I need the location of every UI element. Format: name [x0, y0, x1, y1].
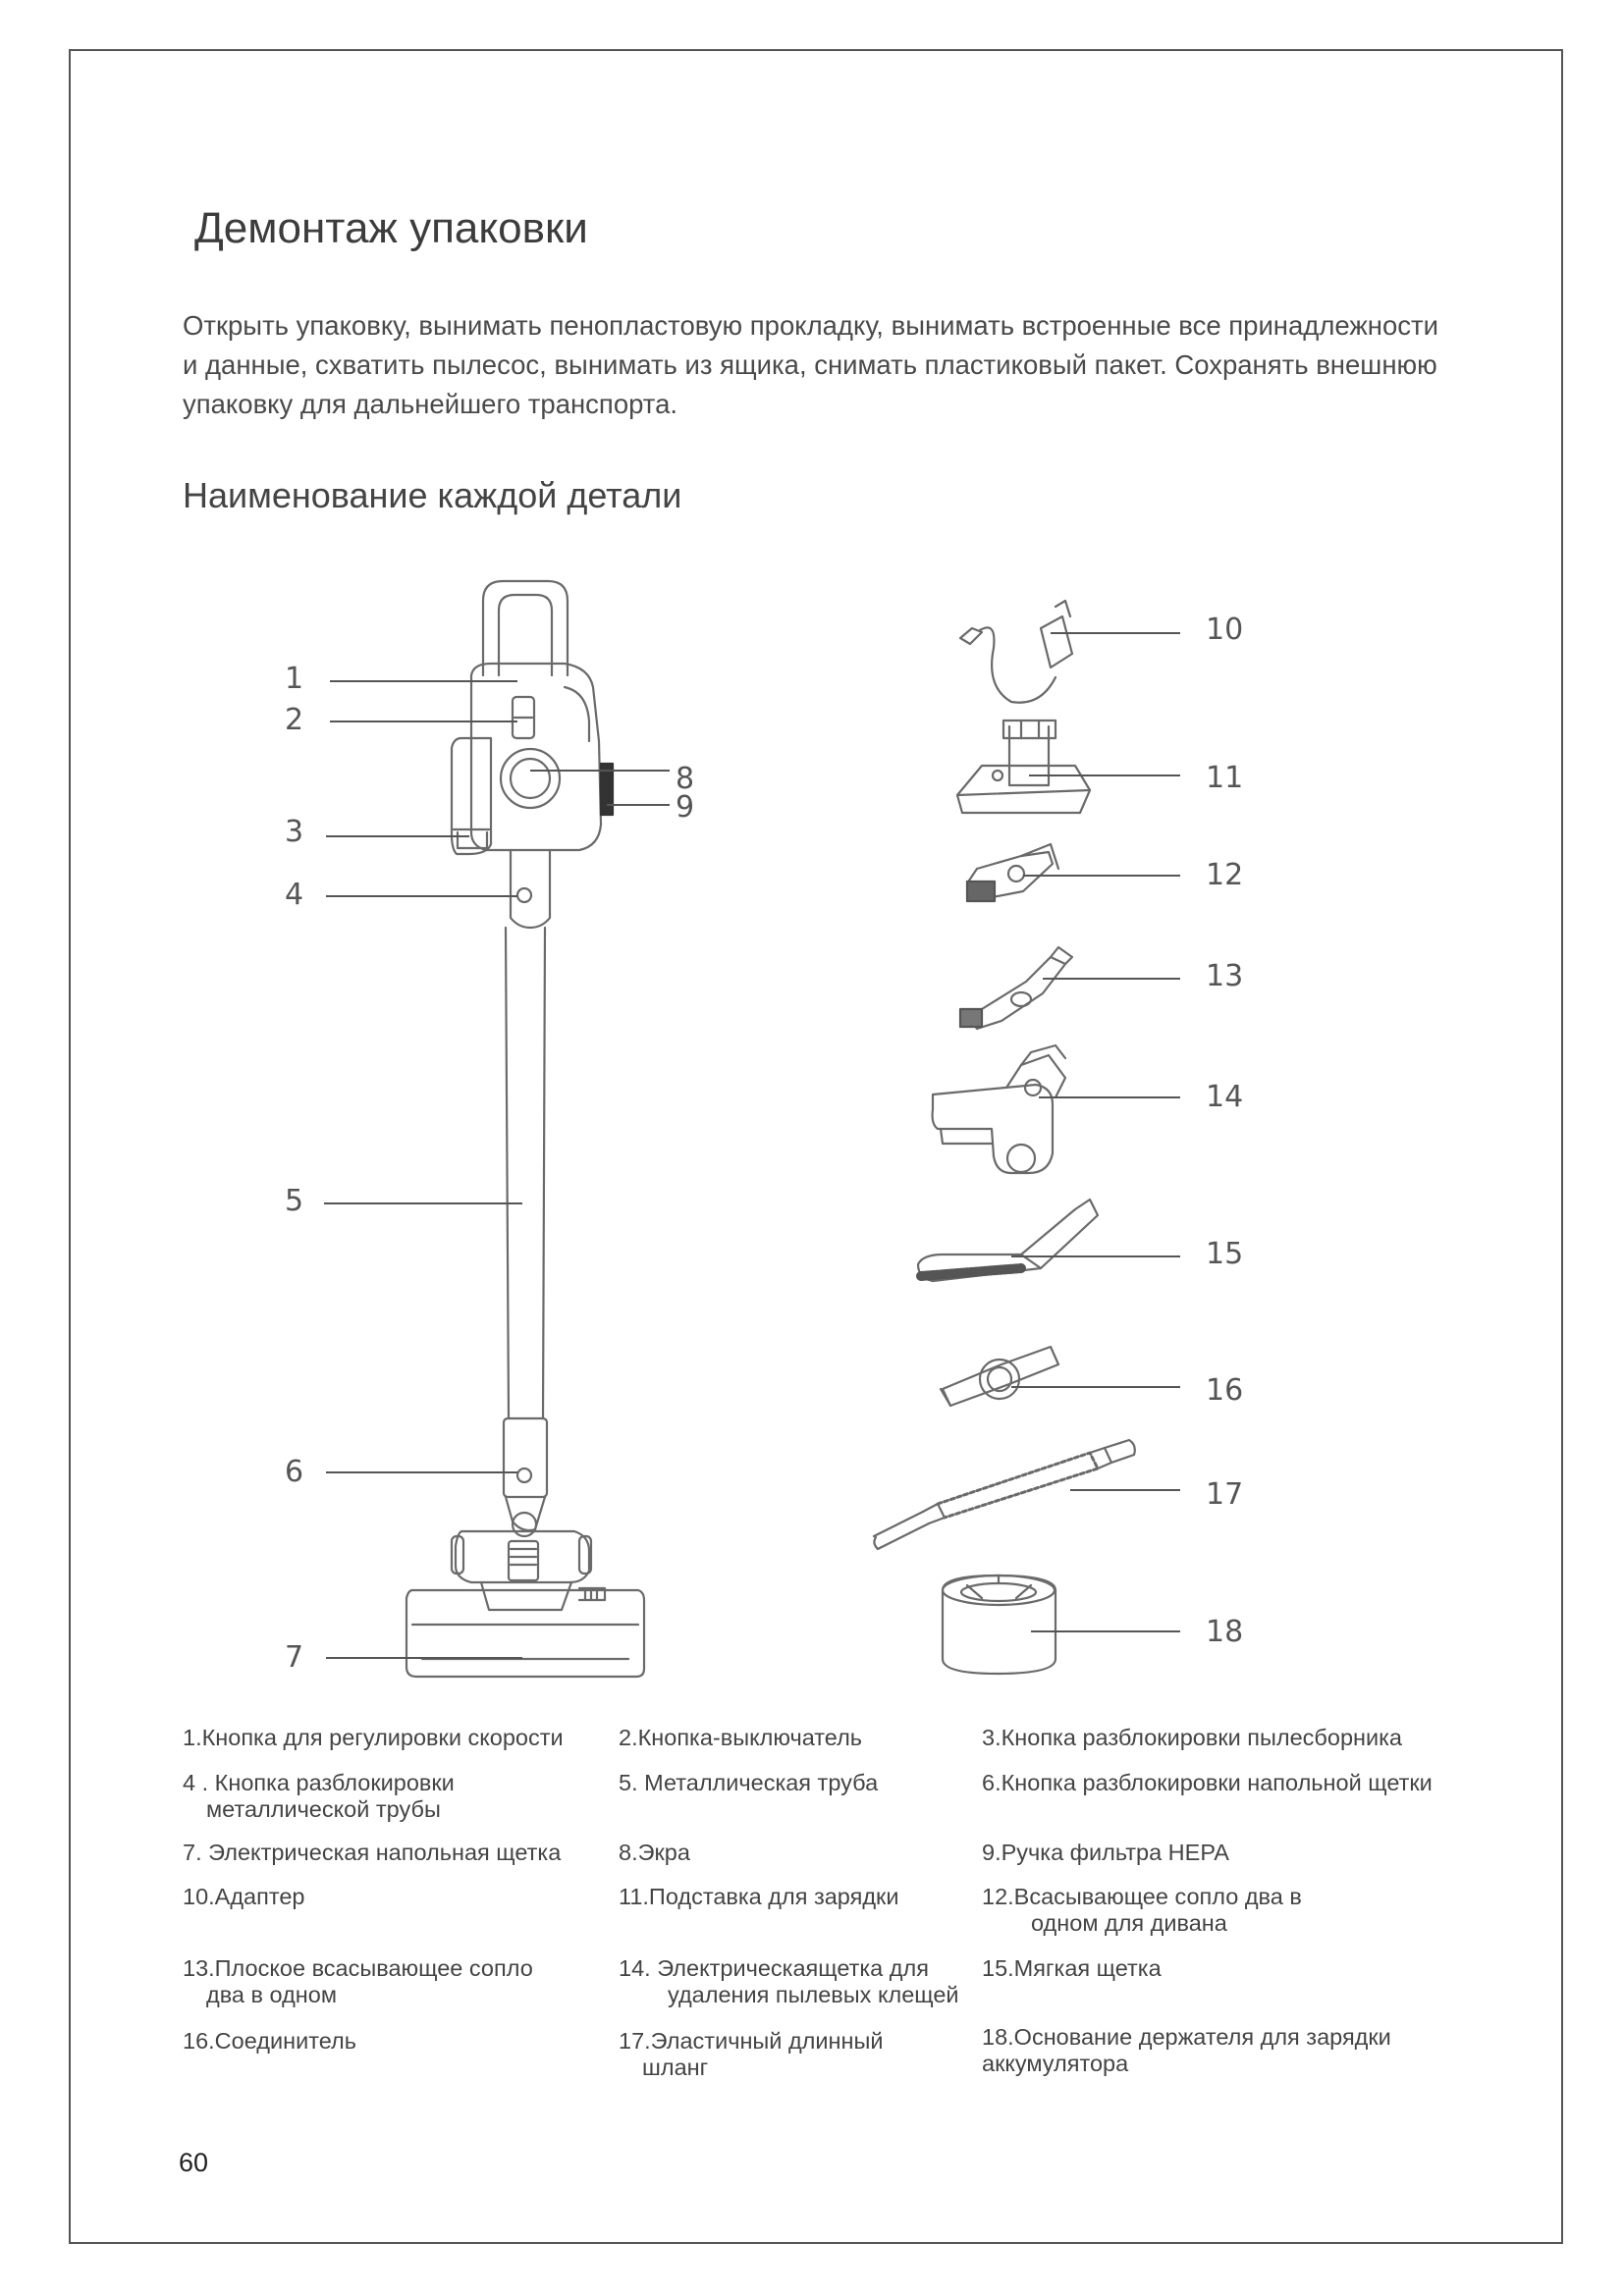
page-title: Демонтаж упаковки [194, 204, 588, 252]
callout-16: 16 [1206, 1373, 1244, 1408]
connector-illustration [941, 1347, 1058, 1406]
legend-item-16: 16.Соединитель [183, 2028, 356, 2054]
legend-item-5: 5. Металлическая труба [619, 1770, 879, 1795]
legend-item-14: 14. Электрическаящетка для удаления пылевых клещей [619, 1955, 959, 2007]
callout-14: 14 [1206, 1080, 1244, 1114]
soft-brush-illustration [918, 1200, 1098, 1281]
legend-item-8: 8.Экра [619, 1840, 690, 1865]
legend-item-7: 7. Электрическая напольная щетка [183, 1840, 562, 1865]
callout-9: 9 [676, 790, 695, 825]
callout-12: 12 [1206, 858, 1244, 892]
callout-15: 15 [1206, 1237, 1244, 1271]
legend-item-17: 17.Эластичный длинный шланг [619, 2028, 884, 2080]
legend-item-2: 2.Кнопка-выключатель [619, 1725, 863, 1750]
callout-4: 4 [285, 878, 304, 912]
parts-subtitle: Наименование каждой детали [183, 475, 682, 515]
callout-11: 11 [1206, 761, 1244, 795]
callout-1: 1 [285, 662, 304, 696]
callout-5: 5 [285, 1184, 304, 1218]
sofa-nozzle-illustration [967, 844, 1058, 901]
flat-nozzle-illustration [960, 947, 1072, 1029]
legend-item-15: 15.Мягкая щетка [982, 1955, 1162, 1981]
intro-paragraph: Открыть упаковку, вынимать пенопластовую прокладку, вынимать встроенные все принадлежности и данные, схватить пылесос, вынимать из ящика, снимать пластиковый пакет. Сохранять внешнюю упаковку для дальнейшего транспорта. [183, 310, 1438, 419]
callout-3: 3 [285, 815, 304, 849]
hose-illustration [874, 1440, 1135, 1549]
callout-18: 18 [1206, 1615, 1244, 1649]
callout-7: 7 [285, 1640, 304, 1675]
legend-item-6: 6.Кнопка разблокировки напольной щетки [982, 1770, 1433, 1795]
legend-item-13: 13.Плоское всасывающее сопло два в одном [183, 1955, 533, 2007]
charging-stand-illustration [957, 721, 1090, 813]
callout-2: 2 [285, 703, 304, 737]
callout-13: 13 [1206, 959, 1244, 993]
legend-item-12: 12.Всасывающее сопло два в одном для дивана [982, 1884, 1302, 1936]
legend-item-3: 3.Кнопка разблокировки пылесборника [982, 1725, 1402, 1750]
legend-item-9: 9.Ручка фильтра HEPA [982, 1840, 1229, 1865]
legend-item-4: 4 . Кнопка разблокировки металлической трубы [183, 1770, 455, 1822]
mite-brush-illustration [933, 1045, 1065, 1173]
page-number: 60 [179, 2148, 209, 2177]
callout-6: 6 [285, 1455, 304, 1489]
legend-item-10: 10.Адаптер [183, 1884, 305, 1909]
legend-item-1: 1.Кнопка для регулировки скорости [183, 1725, 564, 1750]
callout-10: 10 [1206, 613, 1244, 647]
legend-item-18: 18.Основание держателя для зарядки аккумулятора [982, 2024, 1391, 2076]
callout-17: 17 [1206, 1477, 1244, 1512]
legend-item-11: 11.Подставка для зарядки [619, 1884, 899, 1909]
charging-base-illustration [943, 1575, 1056, 1674]
callout-8: 8 [676, 762, 695, 796]
callout-numbers [285, 613, 1243, 1675]
adapter-illustration [960, 601, 1072, 703]
vacuum-illustration [406, 581, 644, 1677]
